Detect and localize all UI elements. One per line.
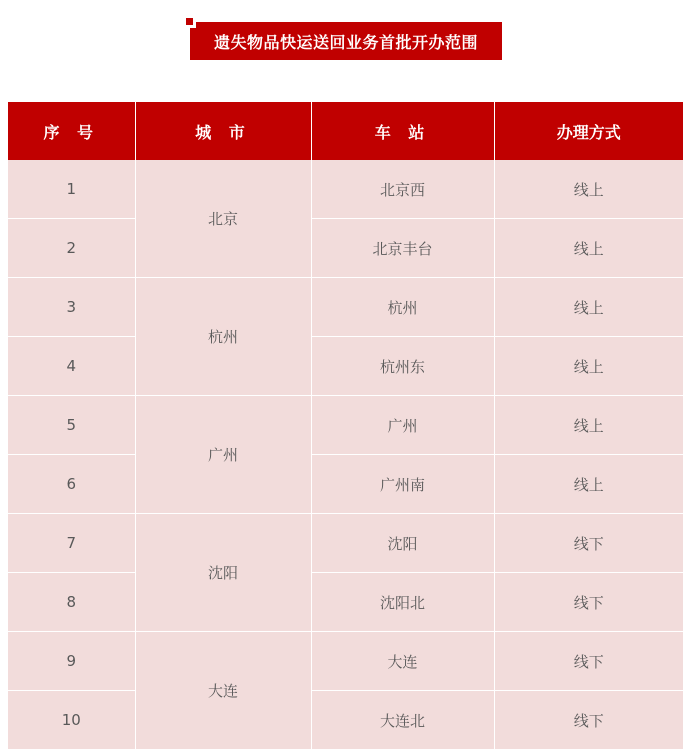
row-method: 线上 (494, 455, 683, 514)
row-method: 线上 (494, 337, 683, 396)
row-index: 2 (8, 219, 135, 278)
row-station: 杭州 (311, 278, 494, 337)
title-banner (190, 22, 502, 60)
table-row (8, 337, 683, 396)
row-index: 5 (8, 396, 135, 455)
row-index: 6 (8, 455, 135, 514)
row-station: 北京丰台 (311, 219, 494, 278)
row-station: 沈阳北 (311, 573, 494, 632)
corner-decoration (186, 18, 196, 28)
row-station: 杭州东 (311, 337, 494, 396)
page-title: 遗失物品快运送回业务首批开办范围 (213, 32, 478, 52)
header-city: 城 市 (135, 102, 311, 160)
table-row (8, 632, 683, 691)
row-method: 线下 (494, 691, 683, 750)
row-method: 线上 (494, 219, 683, 278)
row-index: 3 (8, 278, 135, 337)
table-row (8, 455, 683, 514)
row-index: 1 (8, 160, 135, 219)
row-method: 线下 (494, 573, 683, 632)
table-row (8, 278, 683, 337)
row-index: 7 (8, 514, 135, 573)
row-index: 10 (8, 691, 135, 750)
row-station: 大连北 (311, 691, 494, 750)
row-method: 线上 (494, 278, 683, 337)
row-station: 广州 (311, 396, 494, 455)
row-city: 广州 (135, 396, 311, 514)
table-header-row (8, 102, 683, 160)
row-station: 北京西 (311, 160, 494, 219)
row-index: 8 (8, 573, 135, 632)
header-station: 车 站 (311, 102, 494, 160)
row-method: 线下 (494, 632, 683, 691)
row-index: 4 (8, 337, 135, 396)
table-row (8, 514, 683, 573)
table-row (8, 573, 683, 632)
row-city: 大连 (135, 632, 311, 750)
row-station: 广州南 (311, 455, 494, 514)
table-row (8, 160, 683, 219)
table-row (8, 691, 683, 750)
row-method: 线上 (494, 396, 683, 455)
row-station: 大连 (311, 632, 494, 691)
row-city: 沈阳 (135, 514, 311, 632)
row-index: 9 (8, 632, 135, 691)
header-method: 办理方式 (494, 102, 683, 160)
row-city: 北京 (135, 160, 311, 278)
scope-table (8, 102, 683, 750)
table-row (8, 219, 683, 278)
row-method: 线上 (494, 160, 683, 219)
row-city: 杭州 (135, 278, 311, 396)
header-index: 序 号 (8, 102, 135, 160)
table-row (8, 396, 683, 455)
row-method: 线下 (494, 514, 683, 573)
row-station: 沈阳 (311, 514, 494, 573)
